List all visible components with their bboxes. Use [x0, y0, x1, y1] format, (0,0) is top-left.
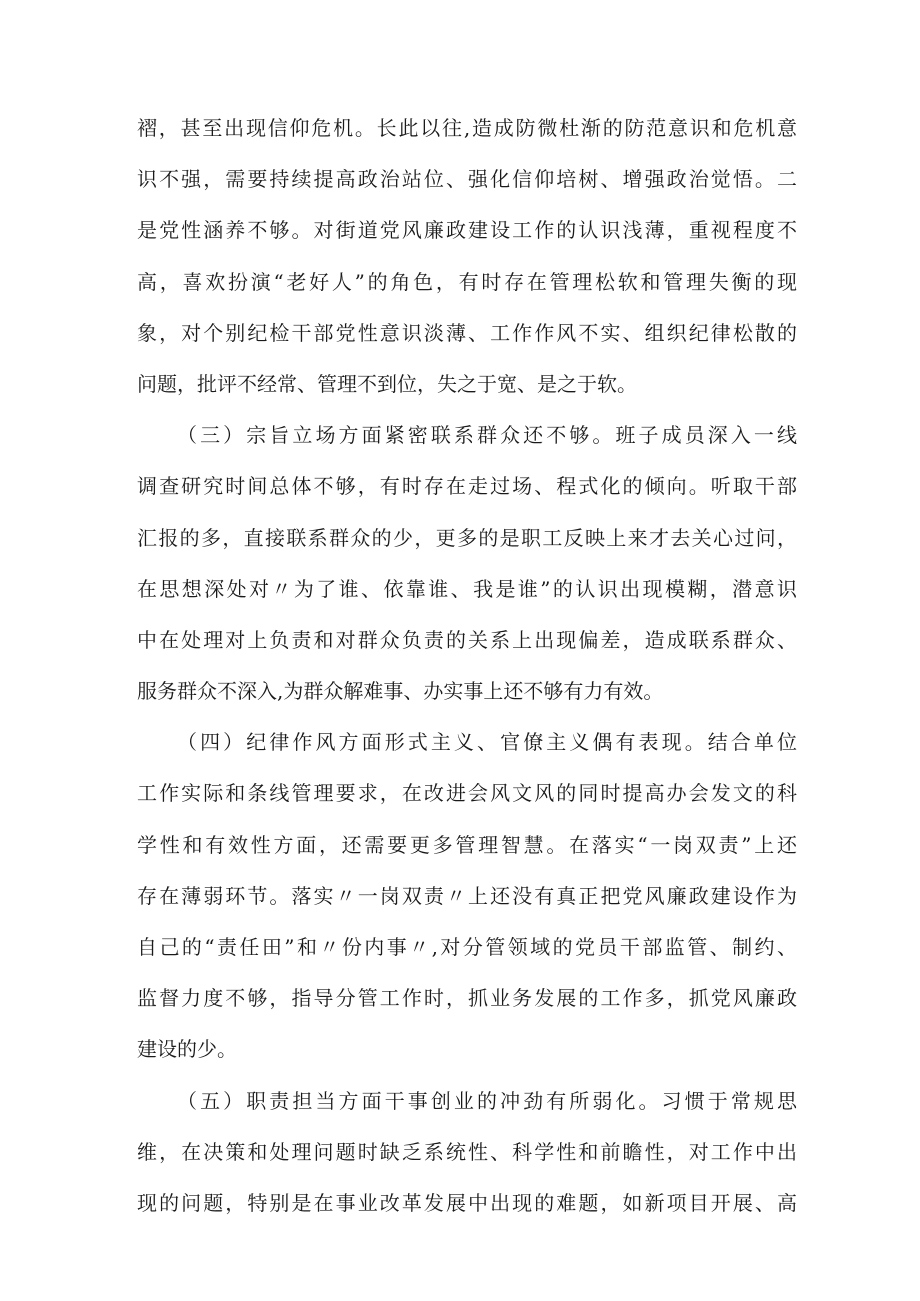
text-line: 监督力度不够，指导分管工作时，抓业务发展的工作多，抓党风廉政: [137, 986, 797, 1011]
text-line: 自己的“责任田”和〃份内事〃,对分管领域的党员干部监管、制约、: [137, 935, 797, 959]
text-line: 工作实际和条线管理要求，在改进会风文风的同时提高办会发文的科: [137, 781, 797, 806]
text-line: （四）纪律作风方面形式主义、官僚主义偶有表现。结合单位: [177, 730, 797, 755]
text-line: 中在处理对上负责和对群众负责的关系上出现偏差，造成联系群众、: [137, 627, 797, 652]
document-body: [137, 103, 797, 1229]
text-line: 建设的少。: [137, 1037, 237, 1062]
text-line: 维，在决策和处理问题时缺乏系统性、科学性和前瞻性，对工作中出: [137, 1139, 797, 1164]
text-line: 高，喜欢扮演“老好人”的角色，有时存在管理松软和管理失衡的现: [137, 269, 797, 294]
text-line: 象，对个别纪检干部党性意识淡薄、工作作风不实、组织纪律松散的: [137, 320, 797, 345]
text-line: （三）宗旨立场方面紧密联系群众还不够。班子成员深入一线: [177, 423, 797, 448]
text-line: 调查研究时间总体不够，有时存在走过场、程式化的倾向。听取干部: [137, 474, 797, 499]
text-line: 是党性涵养不够。对街道党风廉政建设工作的认识浅薄，重视程度不: [137, 218, 797, 243]
text-line: 问题，批评不经常、管理不到位，失之于宽、是之于软。: [137, 371, 637, 396]
text-line: 在思想深处对〃为了谁、依靠谁、我是谁”的认识出现模糊，潜意识: [137, 576, 797, 601]
text-line: （五）职责担当方面干事创业的冲劲有所弱化。习惯于常规思: [177, 1088, 797, 1113]
text-line: 褶，甚至出现信仰危机。长此以往,造成防微杜渐的防范意识和危机意: [137, 116, 797, 140]
text-line: 服务群众不深入,为群众解难事、办实事上还不够有力有效。: [137, 679, 664, 704]
text-line: 现的问题，特别是在事业改革发展中出现的难题，如新项目开展、高: [137, 1190, 797, 1215]
text-line: 存在薄弱环节。落实〃一岗双责〃上还没有真正把党风廉政建设作为: [137, 883, 797, 908]
text-line: 学性和有效性方面，还需要更多管理智慧。在落实“一岗双责”上还: [137, 832, 797, 857]
text-line: 汇报的多，直接联系群众的少，更多的是职工反映上来才去关心过问，: [137, 525, 797, 550]
text-line: 识不强，需要持续提高政治站位、强化信仰培树、增强政治觉悟。二: [137, 167, 797, 192]
